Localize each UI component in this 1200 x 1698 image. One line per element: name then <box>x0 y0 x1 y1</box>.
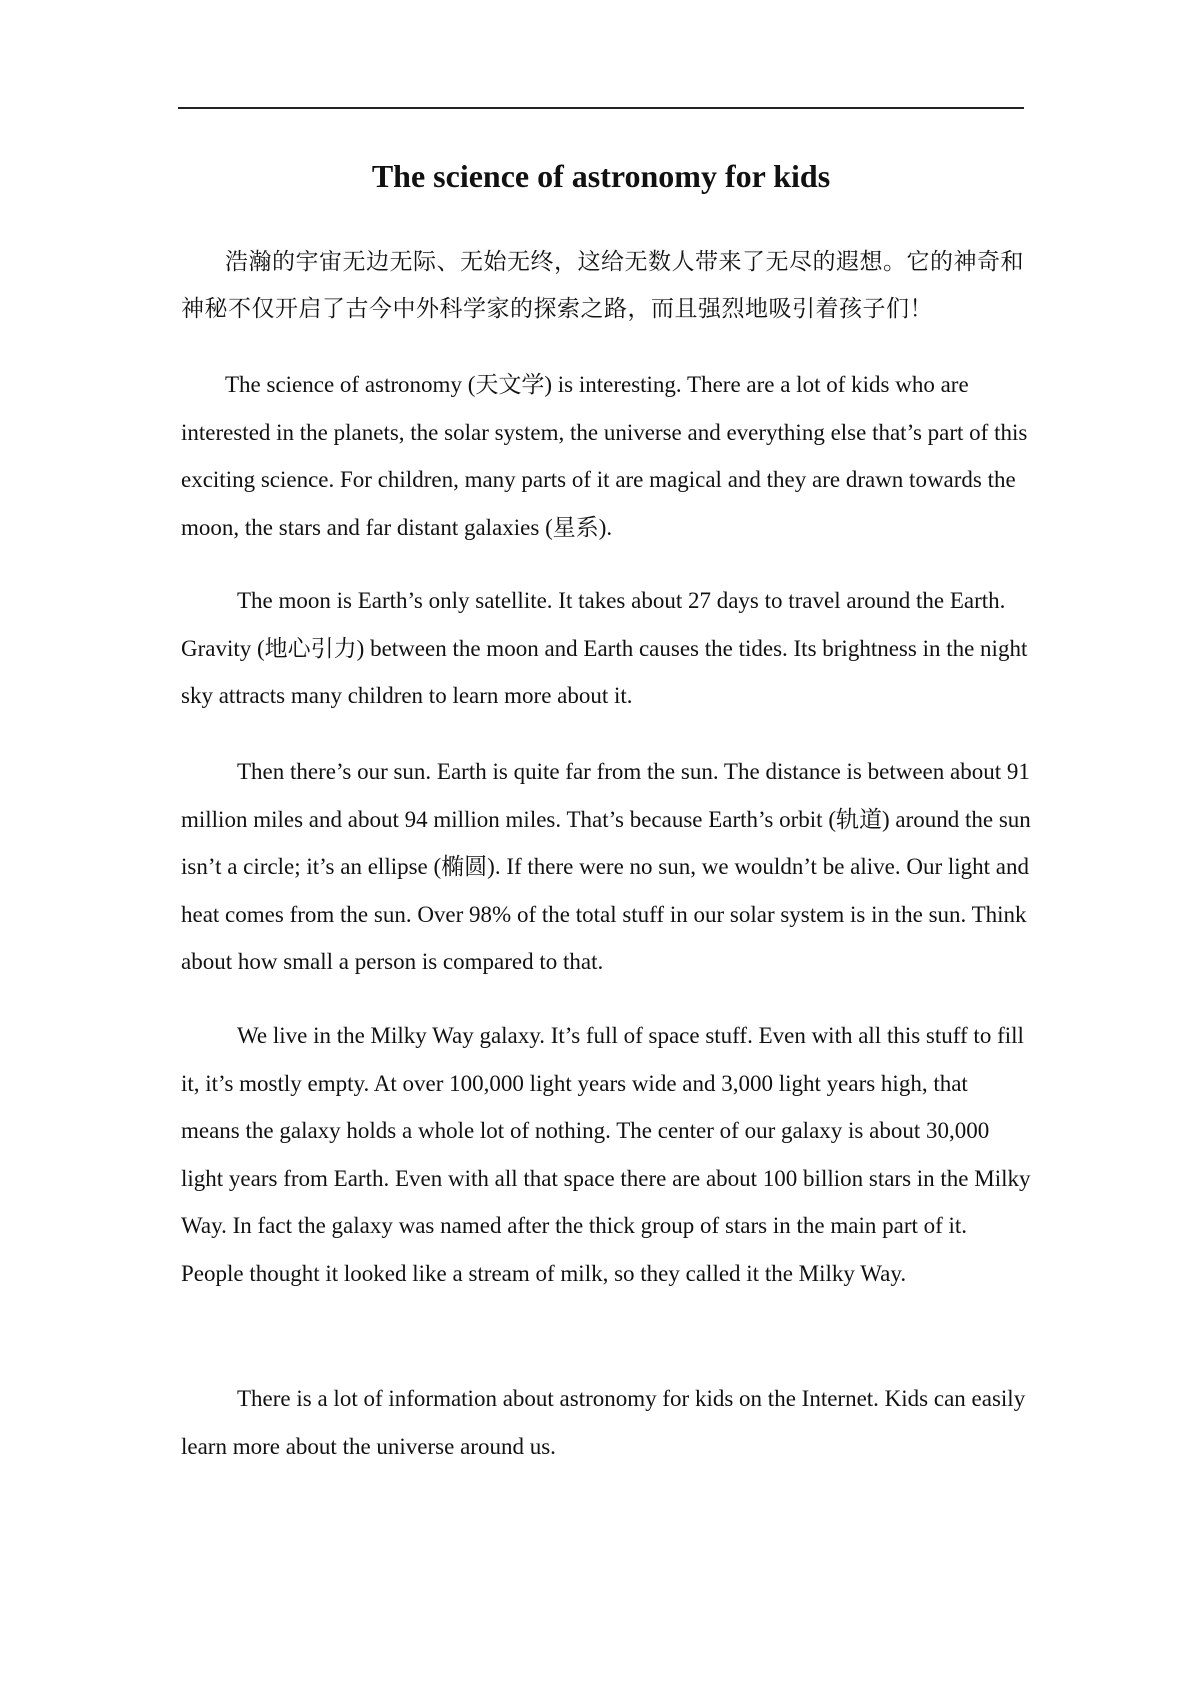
paragraph-astronomy: The science of astronomy (天文学) is interesting. There are a lot of kids who are interested in the planets, the solar system, the universe and everything else that’s part of this exciting science. For children, many parts of it are magical and they are drawn towards the moon, the stars and far distant galaxies (星系). <box>181 372 1028 540</box>
paragraph-sun: Then there’s our sun. Earth is quite far from the sun. The distance is between about 91 million miles and about 94 million miles. That’s because Earth’s orbit (轨道) around the sun isn’t a circle; it’s an ellipse (椭圆). If there were no sun, we wouldn’t be alive. Our light and heat comes from the sun. Over 98% of the total stuff in our solar system is in the sun. Think about how small a person is compared to that. <box>181 759 1031 974</box>
intro-paragraph-chinese: 浩瀚的宇宙无边无际、无始无终，这给无数人带来了无尽的遐想。它的神奇和神秘不仅开启了古今中外科学家的探索之路，而且强烈地吸引着孩子们！ <box>181 249 1024 321</box>
paragraph-moon: The moon is Earth’s only satellite. It takes about 27 days to travel around the Earth. Gravity (地心引力) between the moon and Earth causes the tides. Its brightness in the night sky attracts many children to learn more about it. <box>181 588 1028 708</box>
header-rule <box>178 107 1024 109</box>
paragraph-internet: There is a lot of information about astronomy for kids on the Internet. Kids can easily learn more about the universe around us. <box>181 1386 1026 1459</box>
paragraph-milky-way: We live in the Milky Way galaxy. It’s full of space stuff. Even with all this stuff to fill it, it’s mostly empty. At over 100,000 light years wide and 3,000 light years high, that means the galaxy holds a whole lot of nothing. The center of our galaxy is about 30,000 light years from Earth. Even with all that space there are about 100 billion stars in the Milky Way. In fact the galaxy was named after the thick group of stars in the main part of it. People thought it looked like a stream of milk, so they called it the Milky Way. <box>181 1023 1031 1286</box>
document-title: The science of astronomy for kids <box>371 158 831 194</box>
